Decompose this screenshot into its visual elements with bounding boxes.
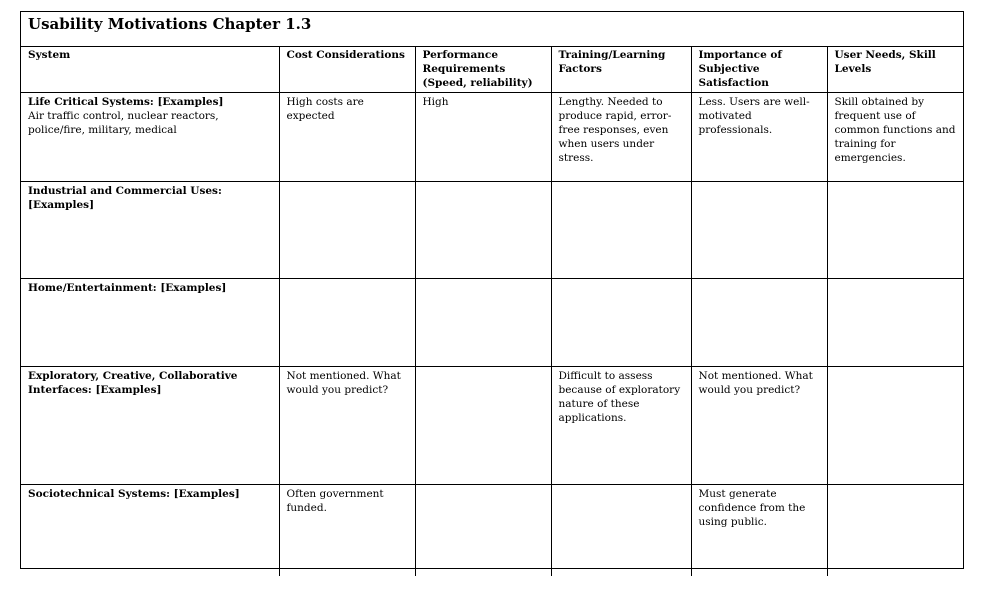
page-title: Usability Motivations Chapter 1.3	[21, 12, 963, 47]
table-row	[21, 367, 963, 485]
training-cell: Difficult to assess because of exploratory nature of these applications.	[551, 367, 691, 485]
user-needs-cell	[827, 485, 963, 577]
system-examples: Air traffic control, nuclear reactors, police/fire, military, medical	[28, 110, 219, 136]
system-name: Exploratory, Creative, Collaborative Interfaces: [Examples]	[28, 370, 238, 396]
system-name: Sociotechnical Systems: [Examples]	[28, 488, 240, 500]
cost-cell: High costs are expected	[279, 93, 415, 182]
cost-cell: Often government funded.	[279, 485, 415, 577]
system-name: Industrial and Commercial Uses: [Examples]	[28, 185, 222, 211]
column-header-user-needs: User Needs, Skill Levels	[827, 47, 963, 93]
header-row	[21, 47, 963, 93]
satisfaction-cell	[691, 279, 827, 367]
cost-cell	[279, 182, 415, 279]
column-header-satisfaction: Importance of Subjective Satisfaction	[691, 47, 827, 93]
performance-cell	[415, 367, 551, 485]
system-cell	[21, 367, 279, 485]
satisfaction-cell: Not mentioned. What would you predict?	[691, 367, 827, 485]
user-needs-cell	[827, 367, 963, 485]
training-cell	[551, 182, 691, 279]
system-name: Home/Entertainment: [Examples]	[28, 282, 227, 294]
satisfaction-cell: Less. Users are well-motivated professionals.	[691, 93, 827, 182]
column-header-cost: Cost Considerations	[279, 47, 415, 93]
user-needs-cell	[827, 182, 963, 279]
system-cell	[21, 182, 279, 279]
user-needs-cell	[827, 279, 963, 367]
worksheet-frame	[20, 11, 964, 569]
system-cell	[21, 93, 279, 182]
table-row	[21, 182, 963, 279]
table-row	[21, 279, 963, 367]
column-header-performance: Performance Requirements (Speed, reliability)	[415, 47, 551, 93]
system-cell	[21, 279, 279, 367]
performance-cell	[415, 279, 551, 367]
table-row	[21, 485, 963, 577]
training-cell	[551, 485, 691, 577]
usability-table	[21, 47, 963, 576]
table-row	[21, 93, 963, 182]
satisfaction-cell	[691, 182, 827, 279]
system-name: Life Critical Systems: [Examples]	[28, 96, 224, 108]
column-header-system: System	[21, 47, 279, 93]
performance-cell	[415, 182, 551, 279]
system-cell	[21, 485, 279, 577]
column-header-training: Training/Learning Factors	[551, 47, 691, 93]
cost-cell	[279, 279, 415, 367]
cost-cell: Not mentioned. What would you predict?	[279, 367, 415, 485]
user-needs-cell: Skill obtained by frequent use of common functions and training for emergencies.	[827, 93, 963, 182]
satisfaction-cell: Must generate confidence from the using public.	[691, 485, 827, 577]
training-cell: Lengthy. Needed to produce rapid, error-free responses, even when users under stress.	[551, 93, 691, 182]
performance-cell: High	[415, 93, 551, 182]
performance-cell	[415, 485, 551, 577]
training-cell	[551, 279, 691, 367]
